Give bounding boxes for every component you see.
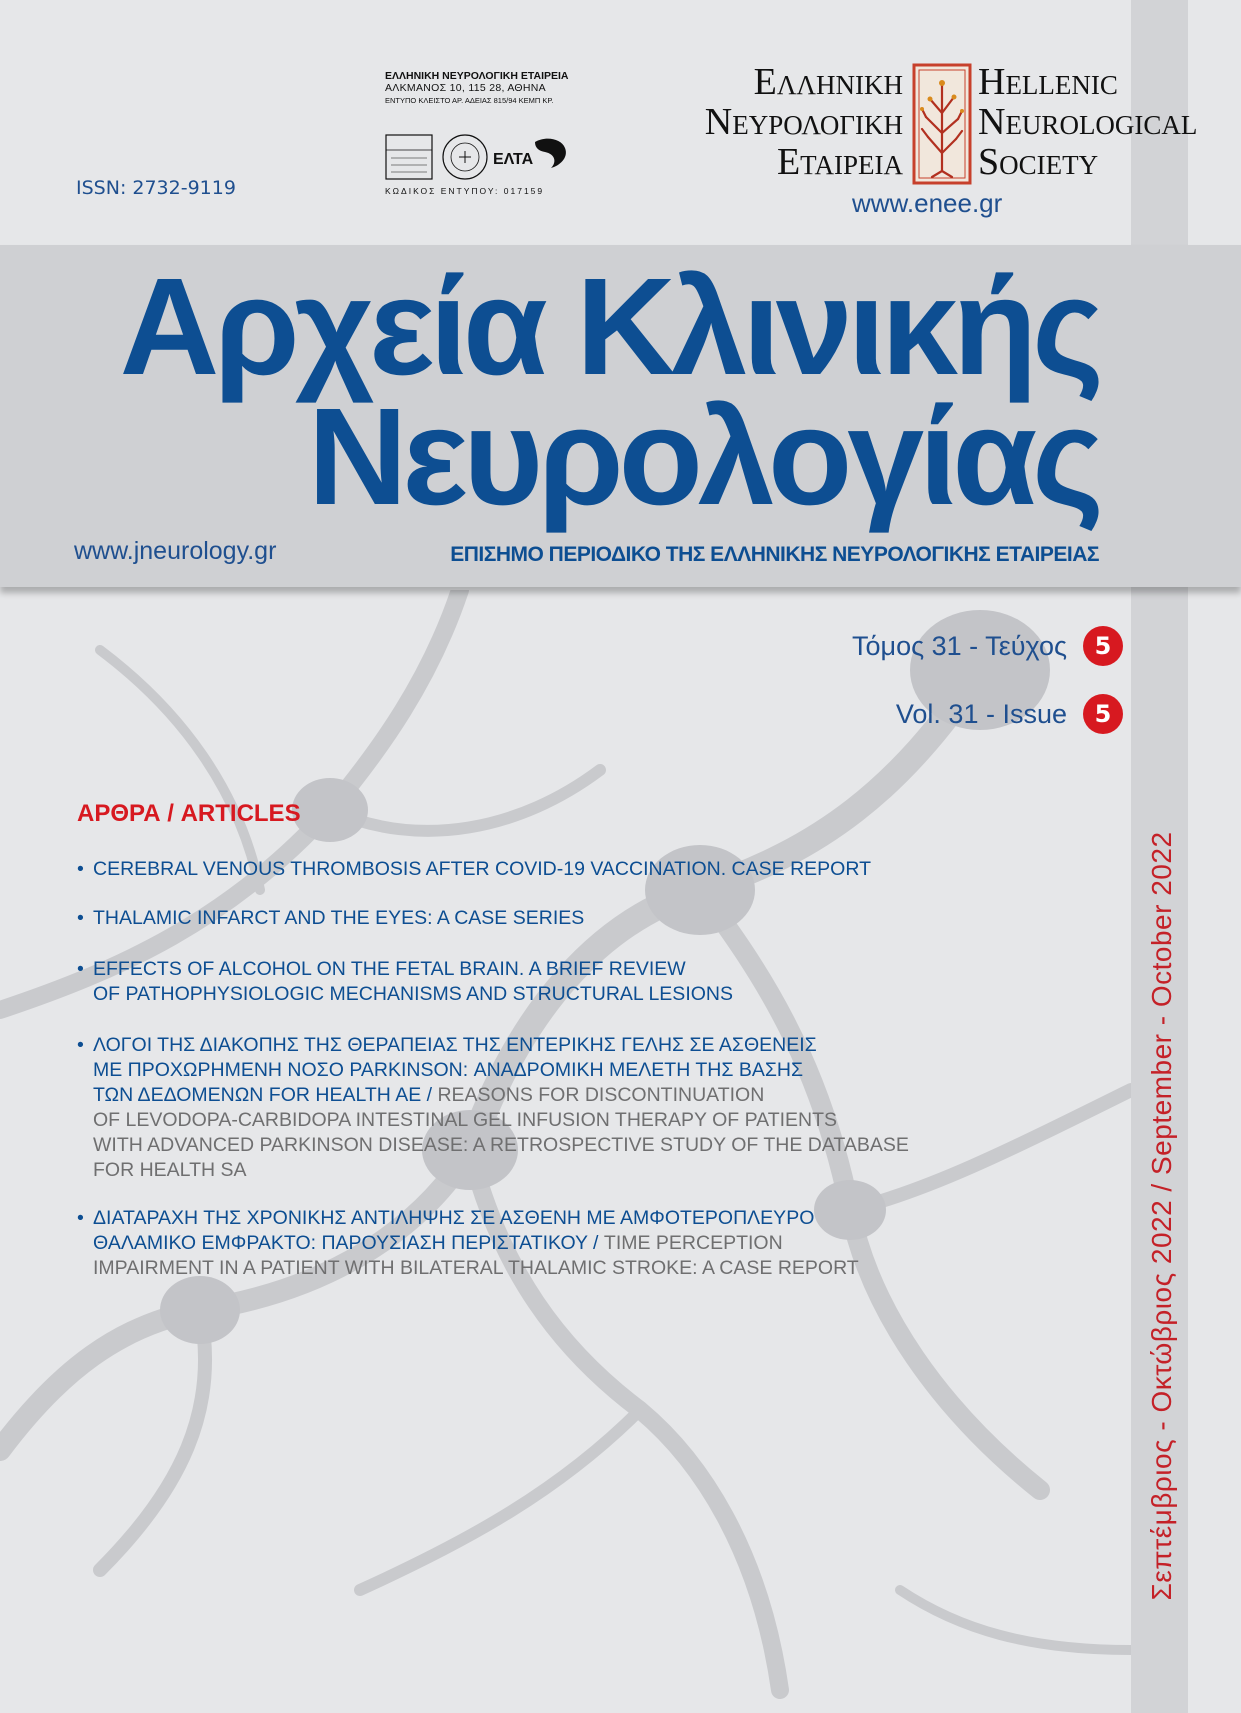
journal-url[interactable]: www.jneurology.gr <box>74 537 277 565</box>
article-title-mixed: ΘΑΛΑΜΙΚΟ ΕΜΦΡΑΚΤΟ: ΠΑΡΟΥΣΙΑΣΗ ΠΕΡΙΣΤΑΤΙΚΟΥ / TIME PERCEPTION <box>93 1232 783 1254</box>
bullet: • <box>77 858 84 880</box>
volume-issue-greek <box>852 626 1123 666</box>
article-title-english: IMPAIRMENT IN A PATIENT WITH BILATERAL THALAMIC STROKE: A CASE REPORT <box>93 1257 859 1279</box>
society-logo-icon <box>912 63 972 185</box>
article-title: EFFECTS OF ALCOHOL ON THE FETAL BRAIN. A BRIEF REVIEW <box>93 958 686 980</box>
article-item[interactable] <box>77 1206 957 1281</box>
journal-title-line-2: Νευρολογίας <box>307 380 1099 534</box>
journal-title-line-1: Αρχεία Κλινικής <box>119 250 1099 404</box>
society-name-english: Hellenic Neurological Society <box>978 61 1198 183</box>
volume-issue-english <box>896 694 1123 734</box>
society-name-greek: Ελληνικη Νευρολογικη Εταιρεια <box>704 61 903 183</box>
volume-issue-greek-label: Τόμος 31 - Τεύχος <box>852 630 1067 661</box>
post-permit: ΕΝΤΥΠΟ ΚΛΕΙΣΤΟ ΑΡ. ΑΔΕΙΑΣ 815/94 ΚΕΜΠ ΚΡ. <box>385 96 554 105</box>
svg-text:ΕΛΤΑ: ΕΛΤΑ <box>493 151 534 168</box>
post-code: ΚΩΔΙΚΟΣ ΕΝΤΥΠΟΥ: 017159 <box>385 186 545 196</box>
issn: ISSN: 2732-9119 <box>76 177 236 199</box>
society-url[interactable]: www.enee.gr <box>852 188 1003 218</box>
article-item[interactable] <box>77 1033 957 1183</box>
article-title-english: OF LEVODOPA-CARBIDOPA INTESTINAL GEL INFUSION THERAPY OF PATIENTS <box>93 1109 838 1131</box>
article-title-mixed: ΤΩΝ ΔΕΔΟΜΕΝΩΝ FOR HEALTH AE / REASONS FOR DISCONTINUATION <box>93 1084 765 1106</box>
journal-subtitle: ΕΠΙΣΗΜΟ ΠΕΡΙΟΔΙΚΟ ΤΗΣ ΕΛΛΗΝΙΚΗΣ ΝΕΥΡΟΛΟΓΙΚΗΣ ΕΤΑΙΡΕΙΑΣ <box>450 543 1099 566</box>
bullet: • <box>77 1034 84 1056</box>
article-item[interactable] <box>77 957 957 1007</box>
volume-issue-english-label: Vol. 31 - Issue <box>895 698 1067 729</box>
article-item[interactable] <box>77 906 957 931</box>
postal-stamps-icon <box>385 132 571 184</box>
article-title-greek: ΔΙΑΤΑΡΑΧΗ ΤΗΣ ΧΡΟΝΙΚΗΣ ΑΝΤΙΛΗΨΗΣ ΣΕ ΑΣΘΕΝΗ ΜΕ ΑΜΦΟΤΕΡΟΠΛΕΥΡΟ <box>93 1207 815 1229</box>
article-title-english: FOR HEALTH SA <box>93 1159 247 1181</box>
post-sender: ΕΛΛΗΝΙΚΗ ΝΕΥΡΟΛΟΓΙΚΗ ΕΤΑΙΡΕΙΑ <box>385 70 569 82</box>
bullet: • <box>77 1207 84 1229</box>
articles-heading: ΑΡΘΡΑ / ARTICLES <box>77 800 301 827</box>
article-title-english: WITH ADVANCED PARKINSON DISEASE: A RETROSPECTIVE STUDY OF THE DATABASE <box>93 1134 909 1156</box>
bullet: • <box>77 907 84 929</box>
postal-block <box>385 70 571 196</box>
article-title: THALAMIC INFARCT AND THE EYES: A CASE SERIES <box>93 907 585 929</box>
post-address: ΑΛΚΜΑΝΟΣ 10, 115 28, ΑΘΗΝΑ <box>385 82 546 94</box>
article-title-greek: ΛΟΓΟΙ ΤΗΣ ΔΙΑΚΟΠΗΣ ΤΗΣ ΘΕΡΑΠΕΙΑΣ ΤΗΣ ΕΝΤΕΡΙΚΗΣ ΓΕΛΗΣ ΣΕ ΑΣΘΕΝΕΙΣ <box>93 1034 817 1056</box>
article-title: OF PATHOPHYSIOLOGIC MECHANISMS AND STRUCTURAL LESIONS <box>93 983 733 1005</box>
issue-number-badge: 5 <box>1083 694 1123 734</box>
issue-date-vertical: Σεπτέμβριος - Οκτώβριος 2022 / September - October 2022 <box>1146 831 1177 1601</box>
bullet: • <box>77 958 84 980</box>
article-title-greek: ΜΕ ΠΡΟΧΩΡΗΜΕΝΗ ΝΟΣΟ PARKINSON: ΑΝΑΔΡΟΜΙΚΗ ΜΕΛΕΤΗ ΤΗΣ ΒΑΣΗΣ <box>93 1059 804 1081</box>
article-item[interactable] <box>77 857 957 882</box>
issue-number-badge: 5 <box>1083 626 1123 666</box>
article-title: CEREBRAL VENOUS THROMBOSIS AFTER COVID-19 VACCINATION. CASE REPORT <box>93 858 871 880</box>
